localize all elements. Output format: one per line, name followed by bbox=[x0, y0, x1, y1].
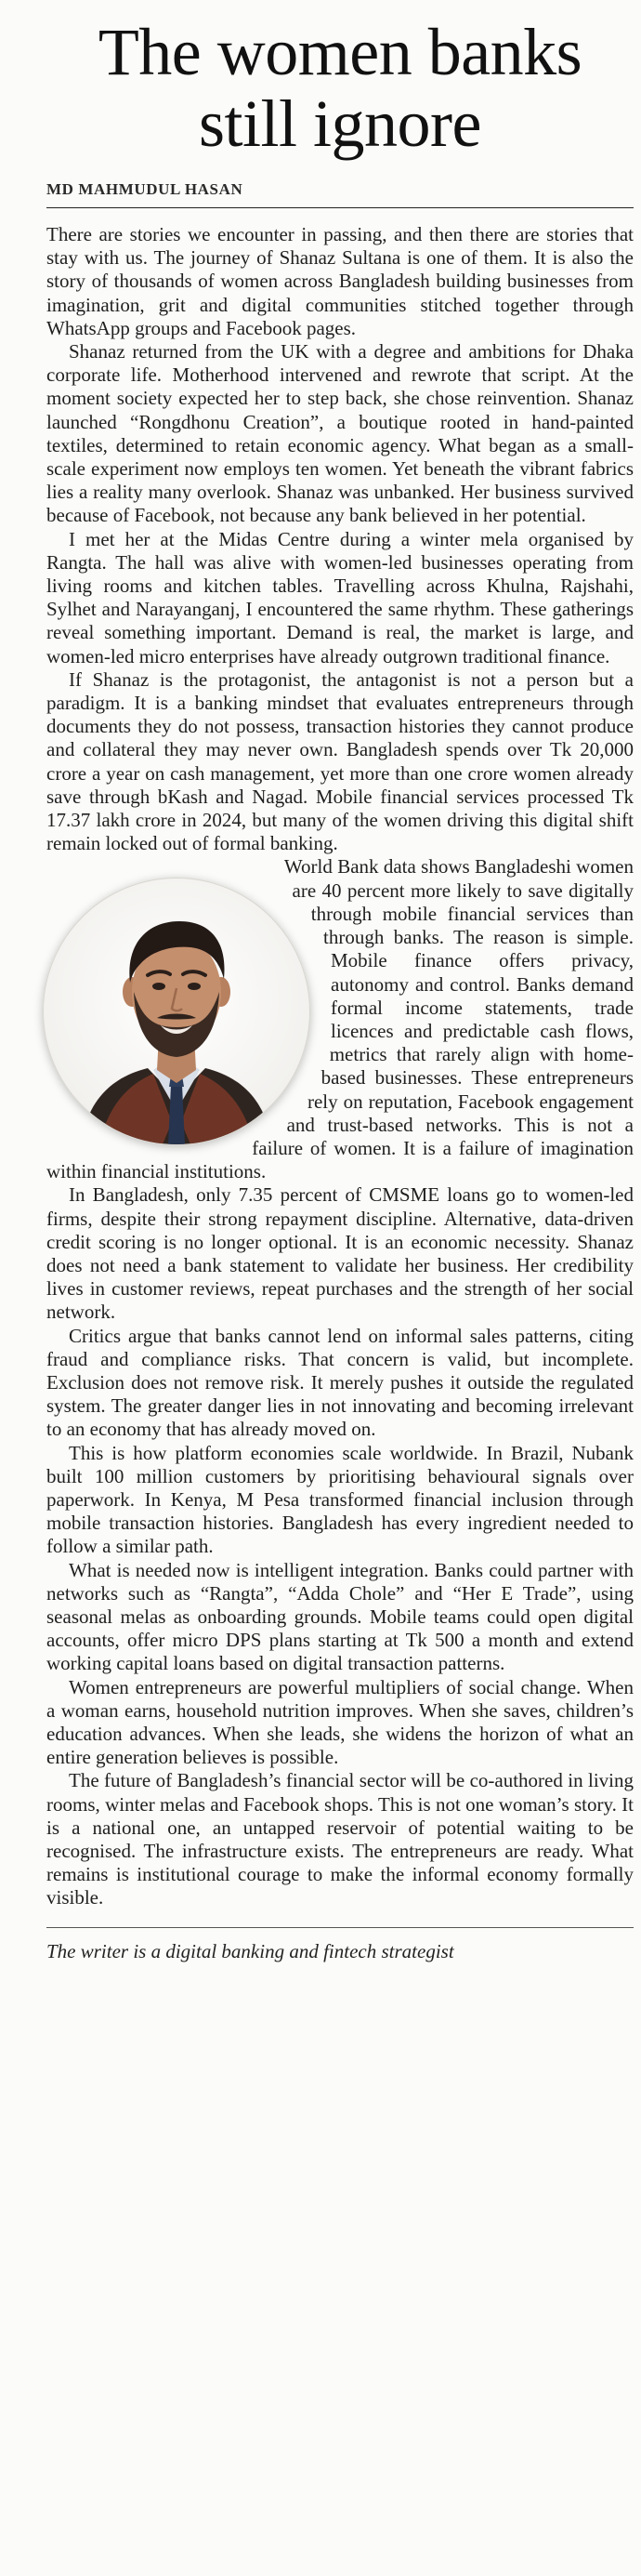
paragraph-4: If Shanaz is the protagonist, the antagonist is not a person but a paradigm. It is a banking mindset that evaluates entrepreneurs through documents they do not possess, transaction histories they cannot produce and collateral they may never own. Bangladesh spends over Tk 20,000 crore a year on cash management, yet more than one crore women already save through bKash and Nagad. Mobile financial services processed Tk 17.37 lakh crore in 2024, but many of the women driving this digital shift remain locked out of formal banking. bbox=[46, 667, 634, 855]
author-note: The writer is a digital banking and fintech strategist bbox=[46, 1939, 454, 1962]
paragraph-10: Women entrepreneurs are powerful multipliers of social change. When a woman earns, household nutrition improves. When she saves, children’s education advances. When she leads, she widens the horizon of what an entire generation believes is possible. bbox=[46, 1675, 634, 1769]
headline-line-1: The women banks bbox=[98, 15, 582, 89]
article bbox=[46, 17, 634, 1963]
author-portrait-image bbox=[44, 878, 309, 1144]
closing-divider bbox=[46, 1927, 634, 1928]
paragraph-9: What is needed now is intelligent integration. Banks could partner with networks such as “Rangta”, “Adda Chole” and “Her E Trade”, using seasonal melas as onboarding grounds. Mobile teams could open digital accounts, offer micro DPS plans starting at Tk 500 a month and extend working capital loans based on digital transaction patterns. bbox=[46, 1558, 634, 1675]
article-body bbox=[46, 223, 634, 1910]
paragraph-6: In Bangladesh, only 7.35 percent of CMSME loans go to women-led firms, despite their strong repayment discipline. Alternative, data-driven credit scoring is no longer optional. It is an economic necessity. Shanaz does not need a bank statement to validate her business. Her credibility lives in customer reviews, repeat purchases and the strength of her social network. bbox=[46, 1183, 634, 1324]
paragraph-11: The future of Bangladesh’s financial sector will be co-authored in living rooms, winter melas and Facebook shops. This is not one woman’s story. It is a national one, an untapped reservoir of potential waiting to be recognised. The infrastructure exists. The entrepreneurs are ready. What remains is institutional courage to make the informal economy formally visible. bbox=[46, 1769, 634, 1909]
paragraph-5: World Bank data shows Bangladeshi women are 40 percent more likely to save digitally through mobile financial services than through banks. The reason is simple. Mobile finance offers privacy, autonomy and control. Banks demand formal income statements, trade licences and predictable cash flows, metrics that rarely align with home-based businesses. These entrepreneurs rely on reputation, Facebook engagement and trust-based networks. This is not a failure of women. It is a failure of imagination within financial institutions. bbox=[46, 855, 634, 1183]
paragraph-1: There are stories we encounter in passing, and then there are stories that stay with us. The journey of Shanaz Sultana is one of them. It is also the story of thousands of women across Bangladesh building businesses from imagination, grit and digital communities stitched together through WhatsApp groups and Facebook pages. bbox=[46, 223, 634, 339]
paragraph-8: This is how platform economies scale worldwide. In Brazil, Nubank built 100 million customers by prioritising behavioural signals over paperwork. In Kenya, M Pesa transformed financial inclusion through mobile transaction histories. Bangladesh has every ingredient needed to follow a similar path. bbox=[46, 1441, 634, 1558]
author-portrait-frame bbox=[30, 872, 325, 1149]
paragraph-7: Critics argue that banks cannot lend on informal sales patterns, citing fraud and compliance risks. That concern is valid, but incomplete. Exclusion does not remove risk. It merely pushes it outside the regulated system. The greater danger lies in not innovating and becoming irrelevant to an economy that has already moved on. bbox=[46, 1324, 634, 1441]
headline-line-2: still ignore bbox=[199, 86, 481, 161]
paragraph-2: Shanaz returned from the UK with a degree and ambitions for Dhaka corporate life. Motherhood intervened and rewrote that script. At the moment society expected her to step back, she chose reinvention. Shanaz launched “Rongdhonu Creation”, a boutique rooted in hand-painted textiles, determined to retain economic agency. What began as a small-scale experiment now employs ten women. Yet beneath the vibrant fabrics lies a reality many overlook. Shanaz was unbanked. Her business survived because of Facebook, not because any bank believed in her potential. bbox=[46, 340, 634, 527]
headline bbox=[46, 17, 634, 160]
paragraph-3: I met her at the Midas Centre during a winter mela organised by Rangta. The hall was alive with women-led businesses operating from living rooms and kitchen tables. Travelling across Khulna, Rajshahi, Sylhet and Narayanganj, I encountered the same rhythm. These gatherings reveal something important. Demand is real, the market is large, and women-led micro enterprises have already outgrown traditional finance. bbox=[46, 527, 634, 667]
byline: MD MAHMUDUL HASAN bbox=[46, 180, 243, 198]
byline-divider bbox=[46, 207, 634, 208]
author-portrait bbox=[43, 878, 310, 1145]
